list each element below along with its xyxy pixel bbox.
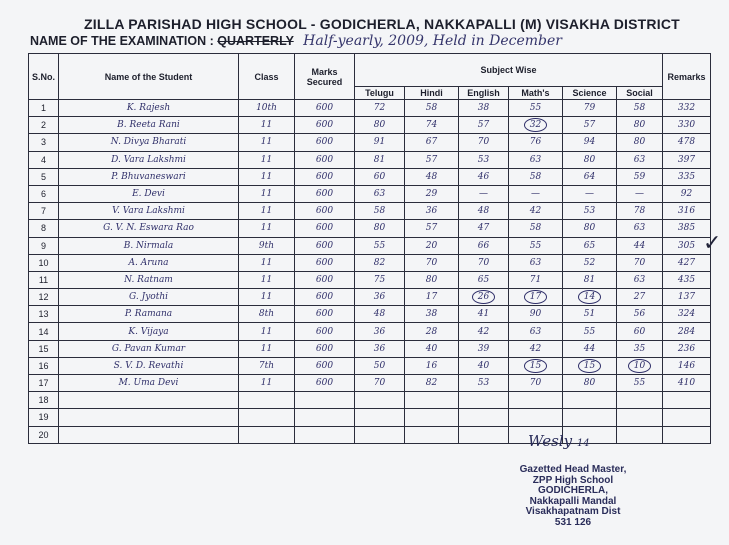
cell-sno: 14 <box>29 323 59 340</box>
circled-mark: 17 <box>524 290 547 304</box>
cell-social <box>617 357 663 374</box>
cell-telugu: 63 <box>355 185 405 202</box>
cell-remarks: 236 <box>663 340 711 357</box>
cell-maths <box>509 289 563 306</box>
table-row <box>29 426 711 443</box>
cell-science: 80 <box>563 220 617 237</box>
cell-sno: 13 <box>29 306 59 323</box>
cell-student-name: P. Ramana <box>59 306 239 323</box>
table-row <box>29 100 711 117</box>
cell-maths <box>509 357 563 374</box>
cell-marks-secured: 600 <box>295 220 355 237</box>
exam-line <box>30 33 562 49</box>
cell-class: 7th <box>239 357 295 374</box>
cell-class: 10th <box>239 100 295 117</box>
cell-maths: 63 <box>509 323 563 340</box>
cell-english <box>459 392 509 409</box>
cell-maths <box>509 117 563 134</box>
cell-social: 56 <box>617 306 663 323</box>
cell-student-name: K. Vijaya <box>59 323 239 340</box>
cell-remarks <box>663 409 711 426</box>
tick-mark: ✓ <box>703 230 722 255</box>
cell-sno: 2 <box>29 117 59 134</box>
cell-science <box>563 357 617 374</box>
cell-student-name: D. Vara Lakshmi <box>59 151 239 168</box>
cell-hindi: 36 <box>405 203 459 220</box>
cell-telugu: 81 <box>355 151 405 168</box>
table-row <box>29 340 711 357</box>
cell-remarks: 385 <box>663 220 711 237</box>
table-row <box>29 168 711 185</box>
cell-class: 11 <box>239 220 295 237</box>
cell-maths: — <box>509 185 563 202</box>
cell-sno: 11 <box>29 271 59 288</box>
cell-maths: 70 <box>509 375 563 392</box>
table-row <box>29 254 711 271</box>
cell-sno: 3 <box>29 134 59 151</box>
cell-hindi: 20 <box>405 237 459 254</box>
cell-marks-secured <box>295 392 355 409</box>
cell-english: 39 <box>459 340 509 357</box>
cell-hindi: 80 <box>405 271 459 288</box>
cell-science: — <box>563 185 617 202</box>
cell-english: 46 <box>459 168 509 185</box>
cell-class: 11 <box>239 289 295 306</box>
table-row <box>29 117 711 134</box>
cell-class: 11 <box>239 340 295 357</box>
table-row <box>29 323 711 340</box>
cell-social: 78 <box>617 203 663 220</box>
cell-student-name: G. V. N. Eswara Rao <box>59 220 239 237</box>
cell-marks-secured: 600 <box>295 100 355 117</box>
cell-remarks: 137 <box>663 289 711 306</box>
cell-student-name: K. Rajesh <box>59 100 239 117</box>
cell-maths: 55 <box>509 100 563 117</box>
cell-social: 27 <box>617 289 663 306</box>
cell-telugu: 60 <box>355 168 405 185</box>
cell-telugu: 82 <box>355 254 405 271</box>
cell-sno: 20 <box>29 426 59 443</box>
cell-hindi <box>405 392 459 409</box>
cell-maths: 42 <box>509 203 563 220</box>
circled-mark: 15 <box>524 359 547 373</box>
cell-social: 59 <box>617 168 663 185</box>
cell-social: 63 <box>617 271 663 288</box>
cell-telugu: 36 <box>355 323 405 340</box>
cell-remarks: 427 <box>663 254 711 271</box>
school-name: ZILLA PARISHAD HIGH SCHOOL - GODICHERLA, NAKKAPALLI (M) VISAKHA DISTRICT <box>84 16 680 32</box>
cell-english <box>459 289 509 306</box>
header-remarks: Remarks <box>663 54 711 100</box>
cell-hindi: 17 <box>405 289 459 306</box>
cell-hindi: 74 <box>405 117 459 134</box>
cell-class: 11 <box>239 254 295 271</box>
header-sno: S.No. <box>29 54 59 100</box>
cell-student-name: N. Divya Bharati <box>59 134 239 151</box>
cell-social: 58 <box>617 100 663 117</box>
cell-marks-secured: 600 <box>295 203 355 220</box>
cell-hindi: 57 <box>405 220 459 237</box>
cell-class: 11 <box>239 151 295 168</box>
header-telugu: Telugu <box>355 87 405 100</box>
cell-english: 41 <box>459 306 509 323</box>
cell-social: 60 <box>617 323 663 340</box>
header-science: Science <box>563 87 617 100</box>
cell-english: 65 <box>459 271 509 288</box>
table-row <box>29 271 711 288</box>
cell-remarks: 146 <box>663 357 711 374</box>
cell-remarks: 305 <box>663 237 711 254</box>
cell-remarks: 284 <box>663 323 711 340</box>
cell-science <box>563 409 617 426</box>
exam-label: NAME OF THE EXAMINATION : <box>30 34 214 48</box>
cell-student-name: M. Uma Devi <box>59 375 239 392</box>
cell-hindi: 67 <box>405 134 459 151</box>
cell-social: 63 <box>617 151 663 168</box>
cell-class: 11 <box>239 134 295 151</box>
cell-science: 53 <box>563 203 617 220</box>
cell-hindi: 38 <box>405 306 459 323</box>
cell-class: 11 <box>239 203 295 220</box>
cell-class: 9th <box>239 237 295 254</box>
cell-social <box>617 392 663 409</box>
cell-marks-secured: 600 <box>295 323 355 340</box>
cell-sno: 12 <box>29 289 59 306</box>
circled-mark: 14 <box>578 290 601 304</box>
header-maths: Math's <box>509 87 563 100</box>
cell-remarks: 316 <box>663 203 711 220</box>
cell-science <box>563 289 617 306</box>
cell-marks-secured: 600 <box>295 306 355 323</box>
cell-sno: 17 <box>29 375 59 392</box>
cell-remarks <box>663 426 711 443</box>
cell-hindi: 28 <box>405 323 459 340</box>
cell-class <box>239 392 295 409</box>
cell-sno: 16 <box>29 357 59 374</box>
header-hindi: Hindi <box>405 87 459 100</box>
cell-maths: 63 <box>509 254 563 271</box>
cell-maths: 63 <box>509 151 563 168</box>
cell-class: 11 <box>239 168 295 185</box>
cell-sno: 19 <box>29 409 59 426</box>
header-name: Name of the Student <box>59 54 239 100</box>
cell-marks-secured: 600 <box>295 237 355 254</box>
cell-student-name: G. Pavan Kumar <box>59 340 239 357</box>
cell-maths: 58 <box>509 168 563 185</box>
cell-science: 52 <box>563 254 617 271</box>
cell-social: 70 <box>617 254 663 271</box>
cell-hindi: 70 <box>405 254 459 271</box>
cell-student-name: N. Ratnam <box>59 271 239 288</box>
headmaster-signature: Wesly 14 <box>528 432 590 450</box>
cell-science: 57 <box>563 117 617 134</box>
cell-marks-secured: 600 <box>295 357 355 374</box>
table-row <box>29 151 711 168</box>
cell-student-name <box>59 426 239 443</box>
cell-english: 70 <box>459 134 509 151</box>
cell-telugu: 36 <box>355 289 405 306</box>
cell-sno: 8 <box>29 220 59 237</box>
header-social: Social <box>617 87 663 100</box>
cell-english: 47 <box>459 220 509 237</box>
cell-english: 48 <box>459 203 509 220</box>
cell-maths <box>509 392 563 409</box>
table-row <box>29 357 711 374</box>
cell-class: 11 <box>239 271 295 288</box>
table-row <box>29 220 711 237</box>
cell-sno: 10 <box>29 254 59 271</box>
cell-hindi: 57 <box>405 151 459 168</box>
cell-maths: 76 <box>509 134 563 151</box>
cell-social <box>617 426 663 443</box>
cell-student-name <box>59 392 239 409</box>
cell-maths: 55 <box>509 237 563 254</box>
cell-student-name: V. Vara Lakshmi <box>59 203 239 220</box>
cell-maths: 90 <box>509 306 563 323</box>
cell-student-name: P. Bhuvaneswari <box>59 168 239 185</box>
table-row <box>29 185 711 202</box>
cell-class: 11 <box>239 117 295 134</box>
cell-social: 80 <box>617 134 663 151</box>
cell-science: 44 <box>563 340 617 357</box>
cell-maths: 42 <box>509 340 563 357</box>
cell-telugu: 80 <box>355 220 405 237</box>
exam-struck-word: QUARTERLY <box>217 34 294 48</box>
cell-class: 11 <box>239 323 295 340</box>
cell-science <box>563 392 617 409</box>
cell-marks-secured: 600 <box>295 254 355 271</box>
cell-class: 11 <box>239 375 295 392</box>
cell-maths: 71 <box>509 271 563 288</box>
cell-english: 66 <box>459 237 509 254</box>
cell-science: 65 <box>563 237 617 254</box>
cell-social: 44 <box>617 237 663 254</box>
cell-class <box>239 409 295 426</box>
cell-science: 81 <box>563 271 617 288</box>
cell-english: 40 <box>459 357 509 374</box>
cell-remarks: 397 <box>663 151 711 168</box>
cell-marks-secured <box>295 409 355 426</box>
cell-hindi: 40 <box>405 340 459 357</box>
cell-remarks: 332 <box>663 100 711 117</box>
table-row <box>29 409 711 426</box>
cell-english: 53 <box>459 375 509 392</box>
cell-remarks: 92 <box>663 185 711 202</box>
cell-english: 70 <box>459 254 509 271</box>
cell-class: 11 <box>239 185 295 202</box>
headmaster-stamp: Gazetted Head Master, ZPP High School GODICHERLA, Nakkapalli Mandal Visakhapatnam Dist 531 126 <box>519 464 627 528</box>
cell-hindi <box>405 409 459 426</box>
cell-class: 8th <box>239 306 295 323</box>
cell-student-name: B. Reeta Rani <box>59 117 239 134</box>
cell-hindi: 16 <box>405 357 459 374</box>
cell-marks-secured: 600 <box>295 151 355 168</box>
cell-maths: 58 <box>509 220 563 237</box>
cell-science: 80 <box>563 375 617 392</box>
cell-remarks <box>663 392 711 409</box>
cell-sno: 5 <box>29 168 59 185</box>
cell-science: 94 <box>563 134 617 151</box>
table-row <box>29 203 711 220</box>
cell-student-name: G. Jyothi <box>59 289 239 306</box>
cell-science: 79 <box>563 100 617 117</box>
cell-english: 57 <box>459 117 509 134</box>
cell-student-name: S. V. D. Revathi <box>59 357 239 374</box>
exam-handwritten: Half-yearly, 2009, Held in December <box>303 33 562 49</box>
cell-remarks: 478 <box>663 134 711 151</box>
cell-marks-secured: 600 <box>295 134 355 151</box>
cell-marks-secured: 600 <box>295 271 355 288</box>
cell-social: 55 <box>617 375 663 392</box>
cell-marks-secured: 600 <box>295 185 355 202</box>
cell-class <box>239 426 295 443</box>
cell-marks-secured: 600 <box>295 117 355 134</box>
header-class: Class <box>239 54 295 100</box>
cell-english: 53 <box>459 151 509 168</box>
header-english: English <box>459 87 509 100</box>
cell-english <box>459 426 509 443</box>
cell-student-name <box>59 409 239 426</box>
cell-science: 55 <box>563 323 617 340</box>
circled-mark: 10 <box>628 359 651 373</box>
cell-marks-secured: 600 <box>295 289 355 306</box>
cell-remarks: 324 <box>663 306 711 323</box>
cell-telugu: 70 <box>355 375 405 392</box>
cell-telugu: 55 <box>355 237 405 254</box>
header-marks: Marks Secured <box>295 54 355 100</box>
circled-mark: 26 <box>472 290 495 304</box>
cell-social: — <box>617 185 663 202</box>
cell-sno: 18 <box>29 392 59 409</box>
table-row <box>29 375 711 392</box>
circled-mark: 32 <box>524 118 547 132</box>
cell-social: 35 <box>617 340 663 357</box>
table-row <box>29 392 711 409</box>
cell-social: 80 <box>617 117 663 134</box>
table-row <box>29 306 711 323</box>
cell-remarks: 435 <box>663 271 711 288</box>
cell-english <box>459 409 509 426</box>
cell-telugu: 91 <box>355 134 405 151</box>
cell-telugu <box>355 409 405 426</box>
table-row <box>29 134 711 151</box>
cell-student-name: A. Aruna <box>59 254 239 271</box>
cell-hindi <box>405 426 459 443</box>
cell-telugu: 80 <box>355 117 405 134</box>
cell-telugu: 36 <box>355 340 405 357</box>
cell-science: 51 <box>563 306 617 323</box>
cell-telugu: 58 <box>355 203 405 220</box>
header-subject-wise: Subject Wise <box>355 54 663 87</box>
circled-mark: 15 <box>578 359 601 373</box>
cell-remarks: 410 <box>663 375 711 392</box>
cell-sno: 7 <box>29 203 59 220</box>
cell-telugu <box>355 426 405 443</box>
cell-remarks: 330 <box>663 117 711 134</box>
cell-sno: 9 <box>29 237 59 254</box>
cell-english: 42 <box>459 323 509 340</box>
cell-english: — <box>459 185 509 202</box>
cell-telugu: 75 <box>355 271 405 288</box>
cell-telugu: 50 <box>355 357 405 374</box>
marks-table <box>28 53 711 444</box>
cell-hindi: 58 <box>405 100 459 117</box>
table-row <box>29 237 711 254</box>
cell-remarks: 335 <box>663 168 711 185</box>
cell-hindi: 82 <box>405 375 459 392</box>
cell-student-name: B. Nirmala <box>59 237 239 254</box>
cell-english: 38 <box>459 100 509 117</box>
cell-telugu: 48 <box>355 306 405 323</box>
cell-marks-secured: 600 <box>295 340 355 357</box>
cell-marks-secured <box>295 426 355 443</box>
cell-student-name: E. Devi <box>59 185 239 202</box>
cell-social: 63 <box>617 220 663 237</box>
cell-social <box>617 409 663 426</box>
cell-telugu: 72 <box>355 100 405 117</box>
cell-marks-secured: 600 <box>295 375 355 392</box>
table-row <box>29 289 711 306</box>
cell-maths <box>509 409 563 426</box>
cell-telugu <box>355 392 405 409</box>
cell-sno: 4 <box>29 151 59 168</box>
cell-sno: 15 <box>29 340 59 357</box>
cell-science: 80 <box>563 151 617 168</box>
cell-marks-secured: 600 <box>295 168 355 185</box>
cell-sno: 6 <box>29 185 59 202</box>
cell-hindi: 29 <box>405 185 459 202</box>
cell-sno: 1 <box>29 100 59 117</box>
cell-science: 64 <box>563 168 617 185</box>
cell-hindi: 48 <box>405 168 459 185</box>
